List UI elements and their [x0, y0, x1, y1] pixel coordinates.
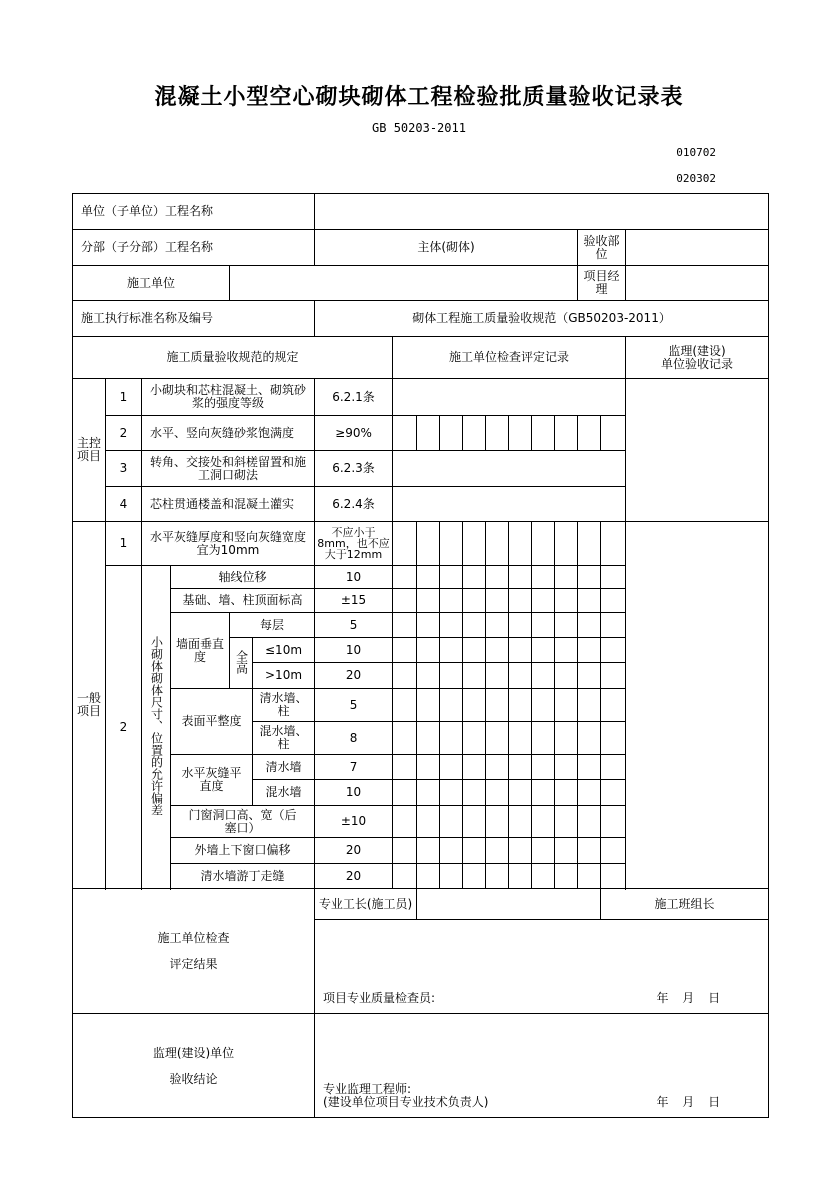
- check-subcell[interactable]: [486, 613, 509, 638]
- check-subcell[interactable]: [578, 638, 601, 663]
- standard-value: 砌体工程施工质量验收规范（GB50203-2011）: [315, 301, 769, 337]
- general-item-row: [73, 522, 769, 566]
- item-desc: 墙面垂直度: [171, 613, 230, 689]
- check-subcell[interactable]: [440, 838, 463, 864]
- item-requirement: 7: [315, 755, 393, 780]
- check-subcell[interactable]: [486, 689, 509, 722]
- check-subcell[interactable]: [509, 755, 532, 780]
- check-subcell[interactable]: [417, 613, 440, 638]
- check-subcell[interactable]: [532, 416, 555, 451]
- check-subcell[interactable]: [532, 864, 555, 889]
- standard-label: 施工执行标准名称及编号: [73, 301, 315, 337]
- item-requirement: ±15: [315, 589, 393, 613]
- item-number: 3: [106, 451, 142, 487]
- project-manager-label: 项目经理: [578, 266, 626, 301]
- check-subcell[interactable]: [532, 780, 555, 806]
- supervision-result-label-line1: 监理(建设)单位: [152, 1045, 235, 1060]
- check-result-label-line2: 评定结果: [169, 957, 218, 971]
- supervision-result-field[interactable]: [315, 1014, 769, 1118]
- check-subcell[interactable]: [393, 755, 417, 780]
- main-control-label: 主控项目: [73, 379, 106, 522]
- check-subcell[interactable]: [393, 566, 417, 589]
- check-subcell[interactable]: [509, 864, 532, 889]
- check-subcell[interactable]: [601, 589, 626, 613]
- check-subcell[interactable]: [463, 838, 486, 864]
- check-subcell[interactable]: [555, 864, 578, 889]
- check-subcell[interactable]: [417, 589, 440, 613]
- check-subcell[interactable]: [417, 663, 440, 689]
- item-number: 2: [106, 416, 142, 451]
- item-requirement: 5: [315, 613, 393, 638]
- check-subcell[interactable]: [578, 689, 601, 722]
- inspection-form: [72, 193, 769, 1118]
- check-subcell[interactable]: [509, 589, 532, 613]
- check-subcell[interactable]: [555, 589, 578, 613]
- item-number: 1: [106, 379, 142, 416]
- item-sub-desc: ≤10m: [253, 638, 315, 663]
- check-subcell[interactable]: [440, 722, 463, 755]
- check-subcell[interactable]: [417, 864, 440, 889]
- item-requirement: 10: [315, 638, 393, 663]
- check-subcell[interactable]: [509, 663, 532, 689]
- item-requirement: 20: [315, 838, 393, 864]
- check-subcell[interactable]: [486, 755, 509, 780]
- check-cell[interactable]: [393, 487, 626, 522]
- item-desc: 水平灰缝厚度和竖向灰缝宽度宜为10mm: [142, 522, 315, 566]
- check-subcell[interactable]: [393, 722, 417, 755]
- check-subcell[interactable]: [578, 589, 601, 613]
- item-sub-desc: 混水墙、柱: [253, 722, 315, 755]
- foreman-field[interactable]: [417, 889, 601, 920]
- check-subcell[interactable]: [463, 589, 486, 613]
- check-subcell[interactable]: [486, 663, 509, 689]
- check-subcell[interactable]: [555, 566, 578, 589]
- item-requirement: 8: [315, 722, 393, 755]
- check-subcell[interactable]: [555, 689, 578, 722]
- check-subcell[interactable]: [532, 722, 555, 755]
- item-desc: 清水墙游丁走缝: [171, 864, 315, 889]
- check-subcell[interactable]: [417, 806, 440, 838]
- form-code-2: 020302: [676, 172, 716, 185]
- check-subcell[interactable]: [578, 864, 601, 889]
- check-subcell[interactable]: [555, 722, 578, 755]
- item-desc: 转角、交接处和斜槎留置和施工洞口砌法: [142, 451, 315, 487]
- item-sub-desc: 清水墙: [253, 755, 315, 780]
- check-result-label: [73, 889, 315, 1014]
- check-subcell[interactable]: [532, 806, 555, 838]
- check-subcell[interactable]: [486, 780, 509, 806]
- check-subcell[interactable]: [578, 416, 601, 451]
- check-subcell[interactable]: [532, 838, 555, 864]
- item-requirement: 10: [315, 780, 393, 806]
- main-item-row: [73, 379, 769, 416]
- check-subcell[interactable]: [532, 755, 555, 780]
- check-subcell[interactable]: [555, 755, 578, 780]
- item-requirement: 20: [315, 663, 393, 689]
- check-subcell[interactable]: [509, 522, 532, 566]
- check-subcell[interactable]: [578, 663, 601, 689]
- supervision-cell[interactable]: [626, 379, 769, 522]
- check-subcell[interactable]: [417, 638, 440, 663]
- check-header: 施工单位检查评定记录: [393, 337, 626, 379]
- check-subcell[interactable]: [393, 780, 417, 806]
- check-subcell[interactable]: [555, 806, 578, 838]
- check-subcell[interactable]: [601, 663, 626, 689]
- check-subcell[interactable]: [509, 566, 532, 589]
- check-subcell[interactable]: [417, 838, 440, 864]
- check-subcell[interactable]: [486, 722, 509, 755]
- check-subcell[interactable]: [578, 806, 601, 838]
- item-requirement: 6.2.4条: [315, 487, 393, 522]
- check-subcell[interactable]: [393, 613, 417, 638]
- check-subcell[interactable]: [486, 638, 509, 663]
- check-subcell[interactable]: [601, 522, 626, 566]
- team-leader-label: 施工班组长: [601, 889, 769, 920]
- check-result-field[interactable]: [315, 920, 769, 1014]
- supervision-header: [626, 337, 769, 379]
- sub-project-label: 分部（子分部）工程名称: [73, 230, 315, 266]
- item-desc: 水平、竖向灰缝砂浆饱满度: [142, 416, 315, 451]
- check-subcell[interactable]: [555, 638, 578, 663]
- item-number: 2: [106, 566, 142, 889]
- check-subcell[interactable]: [601, 638, 626, 663]
- general-label: 一般项目: [73, 522, 106, 889]
- item-desc: 表面平整度: [171, 689, 253, 755]
- check-result-label-line1: 施工单位检查: [157, 931, 230, 945]
- item-requirement: 6.2.3条: [315, 451, 393, 487]
- supervision-result-label: [73, 1014, 315, 1118]
- check-subcell[interactable]: [463, 689, 486, 722]
- engineer-label: [323, 1083, 488, 1109]
- check-subcell[interactable]: [532, 689, 555, 722]
- check-subcell[interactable]: [509, 689, 532, 722]
- item-sub-desc: 清水墙、柱: [253, 689, 315, 722]
- unit-project-field[interactable]: [315, 194, 769, 230]
- unit-project-label: 单位（子单位）工程名称: [73, 194, 315, 230]
- check-subcell[interactable]: [463, 780, 486, 806]
- group-label: 小砌体砌体尺寸、位置的允许偏差: [142, 566, 171, 889]
- check-subcell[interactable]: [509, 806, 532, 838]
- construction-unit-field[interactable]: [230, 266, 578, 301]
- item-number: 1: [106, 522, 142, 566]
- check-subcell[interactable]: [440, 780, 463, 806]
- check-subcell[interactable]: [555, 663, 578, 689]
- check-subcell[interactable]: [555, 780, 578, 806]
- check-cell[interactable]: [393, 379, 626, 416]
- form-code-1: 010702: [676, 146, 716, 159]
- check-subcell[interactable]: [393, 589, 417, 613]
- check-subcell[interactable]: [532, 589, 555, 613]
- supervision-header-line2: 单位验收记录: [661, 356, 734, 371]
- check-subcell[interactable]: [532, 638, 555, 663]
- item-sub-desc: 混水墙: [253, 780, 315, 806]
- item-desc: 门窗洞口高、宽（后塞口）: [171, 806, 315, 838]
- check-subcell[interactable]: [440, 589, 463, 613]
- check-subcell[interactable]: [393, 864, 417, 889]
- check-subcell[interactable]: [486, 838, 509, 864]
- check-subcell[interactable]: [463, 864, 486, 889]
- check-subcell[interactable]: [486, 416, 509, 451]
- item-sub-desc: 每层: [230, 613, 315, 638]
- engineer-label-line2: (建设单位项目专业技术负责人): [323, 1095, 489, 1109]
- check-subcell[interactable]: [440, 522, 463, 566]
- check-subcell[interactable]: [509, 613, 532, 638]
- check-subcell[interactable]: [532, 522, 555, 566]
- item-requirement: 20: [315, 864, 393, 889]
- check-subcell[interactable]: [601, 806, 626, 838]
- check-subcell[interactable]: [463, 663, 486, 689]
- check-subcell[interactable]: [578, 755, 601, 780]
- check-subcell[interactable]: [578, 722, 601, 755]
- check-subcell[interactable]: [601, 864, 626, 889]
- check-subcell[interactable]: [601, 613, 626, 638]
- standard-code: GB 50203-2011: [372, 121, 466, 135]
- supervision-result-label-line2: 验收结论: [169, 1071, 218, 1086]
- item-desc: 水平灰缝平直度: [171, 755, 253, 806]
- check-subcell[interactable]: [417, 780, 440, 806]
- check-subcell[interactable]: [440, 755, 463, 780]
- item-desc: 小砌块和芯柱混凝土、砌筑砂浆的强度等级: [142, 379, 315, 416]
- check-subcell[interactable]: [601, 566, 626, 589]
- check-subcell[interactable]: [509, 780, 532, 806]
- sub-project-field[interactable]: 主体(砌体): [315, 230, 578, 266]
- page-title: 混凝土小型空心砌块砌体工程检验批质量验收记录表: [154, 85, 684, 110]
- item-desc: 芯柱贯通楼盖和混凝土灌实: [142, 487, 315, 522]
- check-subcell[interactable]: [417, 722, 440, 755]
- item-requirement: 不应小于8mm，也不应大于12mm: [315, 522, 393, 566]
- check-subcell[interactable]: [393, 522, 417, 566]
- full-height-label: 全高: [230, 638, 253, 689]
- supervision-date: 年 月 日: [656, 1095, 721, 1109]
- check-subcell[interactable]: [486, 864, 509, 889]
- check-subcell[interactable]: [509, 838, 532, 864]
- check-subcell[interactable]: [601, 689, 626, 722]
- check-subcell[interactable]: [555, 522, 578, 566]
- check-subcell[interactable]: [393, 806, 417, 838]
- check-subcell[interactable]: [440, 566, 463, 589]
- check-subcell[interactable]: [532, 566, 555, 589]
- supervision-cell[interactable]: [626, 522, 769, 889]
- engineer-label-line1: 专业监理工程师:: [323, 1082, 412, 1096]
- check-subcell[interactable]: [417, 522, 440, 566]
- check-subcell[interactable]: [440, 663, 463, 689]
- check-subcell[interactable]: [393, 689, 417, 722]
- check-subcell[interactable]: [393, 638, 417, 663]
- item-number: 4: [106, 487, 142, 522]
- check-subcell[interactable]: [463, 755, 486, 780]
- check-subcell[interactable]: [601, 722, 626, 755]
- item-desc: 外墙上下窗口偏移: [171, 838, 315, 864]
- check-subcell[interactable]: [440, 689, 463, 722]
- item-desc: 基础、墙、柱顶面标高: [171, 589, 315, 613]
- check-subcell[interactable]: [578, 566, 601, 589]
- check-subcell[interactable]: [486, 589, 509, 613]
- check-subcell[interactable]: [440, 613, 463, 638]
- check-subcell[interactable]: [509, 416, 532, 451]
- acceptance-part-field[interactable]: [626, 230, 769, 266]
- check-subcell[interactable]: [555, 838, 578, 864]
- check-subcell[interactable]: [417, 689, 440, 722]
- check-subcell[interactable]: [486, 566, 509, 589]
- item-requirement: ≥90%: [315, 416, 393, 451]
- check-subcell[interactable]: [463, 522, 486, 566]
- check-subcell[interactable]: [532, 613, 555, 638]
- acceptance-part-label: 验收部位: [578, 230, 626, 266]
- check-subcell[interactable]: [463, 638, 486, 663]
- check-subcell[interactable]: [463, 416, 486, 451]
- check-subcell[interactable]: [463, 722, 486, 755]
- check-subcell[interactable]: [578, 613, 601, 638]
- check-subcell[interactable]: [440, 638, 463, 663]
- check-subcell[interactable]: [578, 522, 601, 566]
- check-subcell[interactable]: [509, 638, 532, 663]
- inspector-date: 年 月 日: [656, 991, 721, 1005]
- project-manager-field[interactable]: [626, 266, 769, 301]
- foreman-label: 专业工长(施工员): [315, 889, 417, 920]
- item-sub-desc: >10m: [253, 663, 315, 689]
- check-subcell[interactable]: [417, 755, 440, 780]
- check-subcell[interactable]: [509, 722, 532, 755]
- item-requirement: 6.2.1条: [315, 379, 393, 416]
- spec-header: 施工质量验收规范的规定: [73, 337, 393, 379]
- check-subcell[interactable]: [463, 613, 486, 638]
- check-subcell[interactable]: [601, 755, 626, 780]
- item-requirement: 5: [315, 689, 393, 722]
- check-subcell[interactable]: [417, 416, 440, 451]
- check-subcell[interactable]: [601, 838, 626, 864]
- check-subcell[interactable]: [393, 663, 417, 689]
- check-subcell[interactable]: [393, 416, 417, 451]
- check-subcell[interactable]: [532, 663, 555, 689]
- check-subcell[interactable]: [601, 416, 626, 451]
- construction-unit-label: 施工单位: [73, 266, 230, 301]
- item-requirement: 10: [315, 566, 393, 589]
- supervision-header-line1: 监理(建设): [668, 343, 726, 358]
- check-subcell[interactable]: [440, 416, 463, 451]
- check-subcell[interactable]: [578, 780, 601, 806]
- check-subcell[interactable]: [463, 806, 486, 838]
- inspector-label: 项目专业质量检查员:: [323, 991, 436, 1005]
- check-subcell[interactable]: [486, 806, 509, 838]
- item-requirement: ±10: [315, 806, 393, 838]
- check-subcell[interactable]: [393, 838, 417, 864]
- check-subcell[interactable]: [601, 780, 626, 806]
- check-subcell[interactable]: [417, 566, 440, 589]
- check-subcell[interactable]: [555, 416, 578, 451]
- check-subcell[interactable]: [578, 838, 601, 864]
- check-subcell[interactable]: [440, 806, 463, 838]
- check-subcell[interactable]: [555, 613, 578, 638]
- check-subcell[interactable]: [440, 864, 463, 889]
- check-cell[interactable]: [393, 451, 626, 487]
- check-subcell[interactable]: [486, 522, 509, 566]
- item-desc: 轴线位移: [171, 566, 315, 589]
- check-subcell[interactable]: [463, 566, 486, 589]
